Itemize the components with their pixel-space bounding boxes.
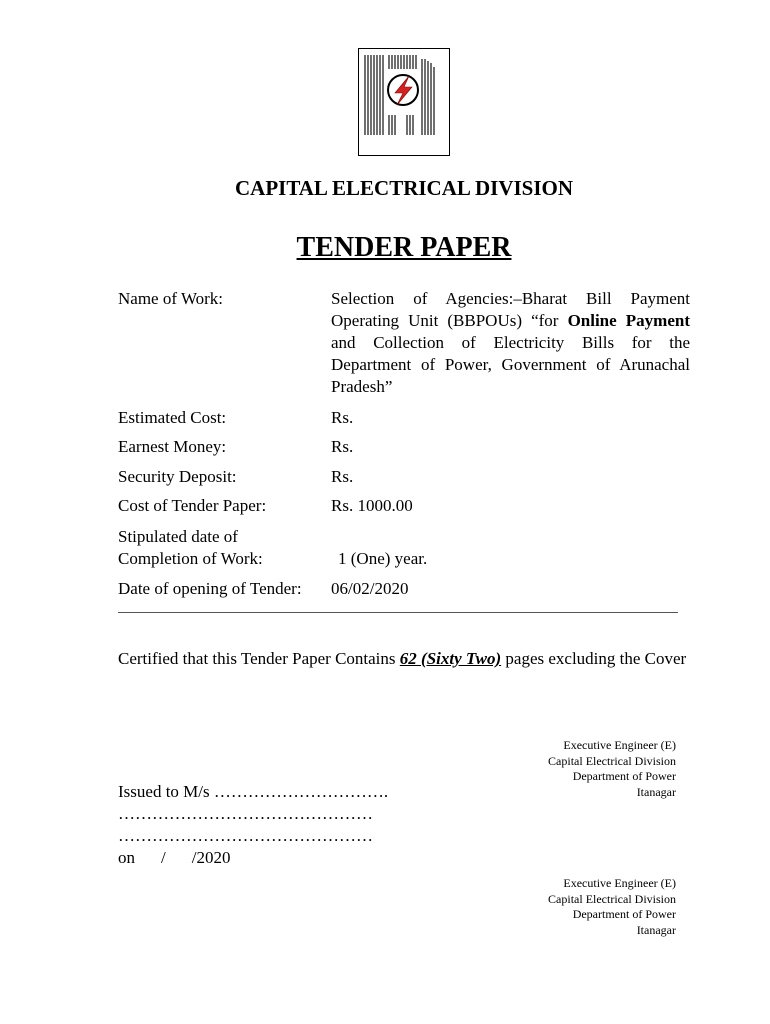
completion-value: 1 (One) year.: [338, 549, 428, 568]
divider: [118, 612, 678, 613]
signature-title: Executive Engineer (E): [563, 738, 676, 752]
division-heading: CAPITAL ELECTRICAL DIVISION: [234, 176, 574, 200]
issued-to-line1: Issued to M/s ………………………….: [118, 782, 389, 801]
certification-text: [118, 648, 690, 670]
opening-date-label: Date of opening of Tender:: [118, 579, 302, 598]
issued-to-line3: ………………………………………: [118, 826, 373, 845]
name-of-work-value: [331, 288, 690, 398]
issue-date-on: on: [118, 848, 135, 867]
estimated-cost-label: Estimated Cost:: [118, 408, 227, 427]
signature-department: Department of Power: [572, 769, 676, 783]
certification-pre: Certified that this Tender Paper Contains: [118, 649, 400, 668]
signature-department: Department of Power: [572, 907, 676, 921]
earnest-money-label: Earnest Money:: [118, 437, 227, 456]
security-deposit-label: Security Deposit:: [118, 467, 237, 486]
opening-date-value: 06/02/2020: [331, 579, 409, 598]
signature-title: Executive Engineer (E): [563, 876, 676, 890]
certification-post: pages excluding the Cover: [501, 649, 687, 668]
signature-division: Capital Electrical Division: [548, 891, 676, 906]
name-of-work-label: Name of Work:: [118, 289, 224, 308]
lightning-logo-icon: [359, 49, 449, 155]
issue-date-year: /2020: [191, 848, 231, 867]
completion-label-line2: Completion of Work:: [118, 549, 263, 568]
page-count: 62 (Sixty Two): [399, 649, 502, 668]
issued-to-line2: ………………………………………: [118, 804, 373, 823]
earnest-money-value: Rs.: [331, 437, 354, 456]
department-logo: [358, 48, 450, 156]
signature-division: Capital Electrical Division: [548, 753, 676, 768]
security-deposit-value: Rs.: [331, 467, 354, 486]
signature-location: Itanagar: [636, 784, 676, 799]
signature-location: Itanagar: [636, 922, 676, 937]
page-title: TENDER PAPER: [296, 232, 512, 263]
signature-block-1: [548, 738, 676, 800]
estimated-cost-value: Rs.: [331, 408, 354, 427]
name-of-work-text-pre: Selection of Agencies:–Bharat Bill Payment Operating Unit (BBPOUs) “for: [331, 289, 690, 330]
cost-tender-label: Cost of Tender Paper:: [118, 496, 267, 515]
issued-to-block: [118, 781, 388, 847]
completion-label-line1: Stipulated date of: [118, 527, 238, 546]
signature-block-2: [548, 876, 676, 938]
name-of-work-text-bold: Online Payment: [567, 311, 690, 330]
issue-date-sep: /: [161, 848, 166, 867]
issue-date: [118, 848, 230, 868]
cost-tender-value: Rs. 1000.00: [331, 496, 413, 515]
name-of-work-text-post: and Collection of Electricity Bills for the Department of Power, Government of Arunachal Pradesh”: [331, 333, 690, 396]
